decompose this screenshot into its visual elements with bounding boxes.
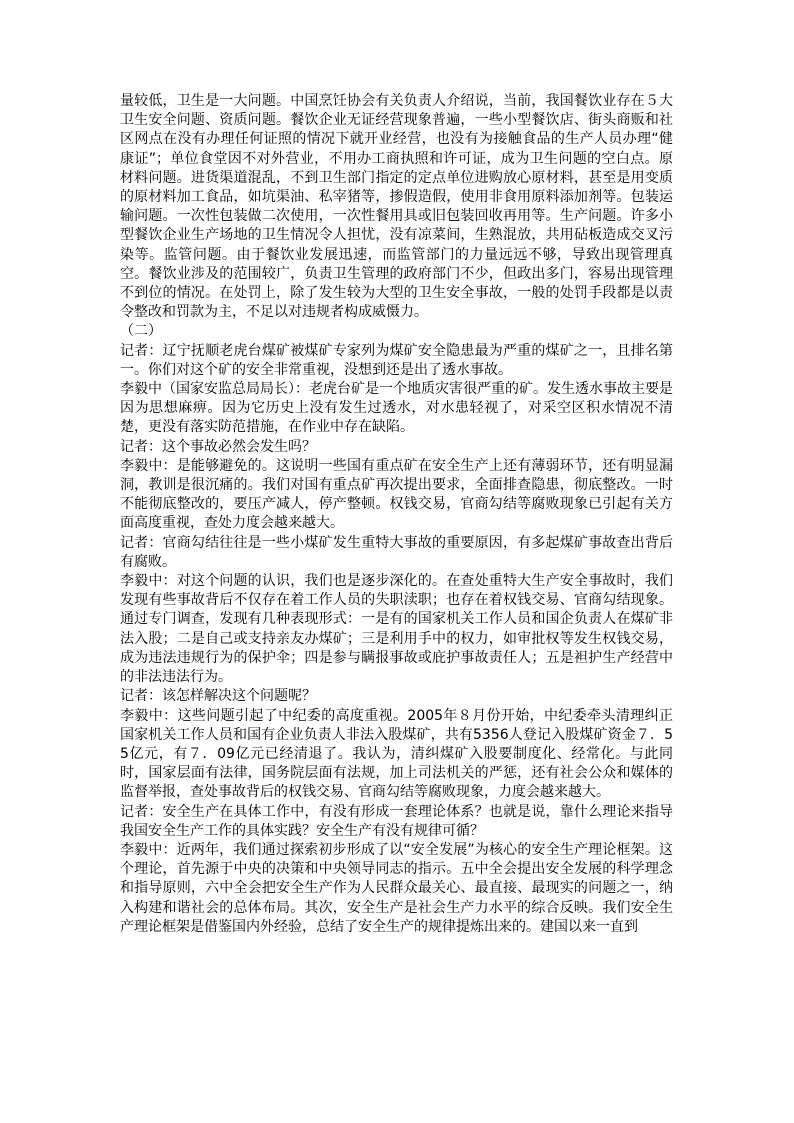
paragraph-reporter-question-3: 记者：官商勾结往往是一些小煤矿发生重特大事故的重要原因，有多起煤矿事故查出背后有腐败。 bbox=[120, 534, 673, 570]
paragraph-answer-4: 李毅中：这些问题引起了中纪委的高度重视。2005年８月份开始，中纪委牵头清理纠正国家机关工作人员和国有企业负责人非法入股煤矿，共有5356人登记入股煤矿资金７．55亿元，有７．09亿元已经清退了。我认为，清纠煤矿入股要制度化、经常化。与此同时，国家层面有法律，国务院层面有法规，加上司法机关的严惩，还有社会公众和媒体的监督举报，查处事故背后的权钱交易、官商勾结等腐败现象，力度会越来越大。 bbox=[120, 707, 673, 801]
section-heading: （二） bbox=[120, 323, 162, 340]
paragraph-answer-5: 李毅中：近两年，我们通过探索初步形成了以“安全发展”为核心的安全生产理论框架。这个理论，首先源于中央的决策和中央领导同志的指示。五中全会提出安全发展的科学理念和指导原则，六中全会把安全生产作为人民群众最关心、最直接、最现实的问题之一，纳入构建和谐社会的总体布局。其次，安全生产是社会生产力水平的综合反映。我们安全生产理论框架是借鉴国内外经验，总结了安全生产的规律提炼出来的。建国以来一直到 bbox=[120, 841, 673, 935]
paragraph-reporter-question-1: 记者：辽宁抚顺老虎台煤矿被煤矿专家列为煤矿安全隐患最为严重的煤矿之一，且排名第一。你们对这个矿的安全非常重视，没想到还是出了透水事故。 bbox=[120, 342, 673, 378]
paragraph-food-safety: 量较低，卫生是一大问题。中国烹饪协会有关负责人介绍说，当前，我国餐饮业存在５大卫生安全问题、资质问题。餐饮企业无证经营现象普遍，一些小型餐饮店、街头商贩和社区网点在没有办理任何证照的情况下就开业经营，也没有为接触食品的生产人员办理“健康证”；单位食堂因不对外营业，不用办工商执照和许可证，成为卫生问题的空白点。原材料问题。进货渠道混乱，不到卫生部门指定的定点单位进购放心原材料，甚至是用变质的原材料加工食品，如坑渠油、私宰猪等，掺假造假，使用非食用原料添加剂等。包装运输问题。一次性包装做二次使用，一次性餐用具或旧包装回收再用等。生产问题。许多小型餐饮企业生产场地的卫生情况令人担忧，没有凉菜间，生熟混放，共用砧板造成交叉污染等。监管问题。由于餐饮业发展迅速，而监管部门的力量远远不够，导致出现管理真空。餐饮业涉及的范围较广，负责卫生管理的政府部门不少，但政出多门，容易出现管理不到位的情况。在处罚上，除了发生较为大型的卫生安全事故，一般的处罚手段都是以责令整改和罚款为主，不足以对违规者构成威慑力。 bbox=[120, 93, 673, 321]
document-page bbox=[120, 92, 673, 937]
paragraph-answer-2: 李毅中：是能够避免的。这说明一些国有重点矿在安全生产上还有薄弱环节，还有明显漏洞，教训是很沉痛的。我们对国有重点矿再次提出要求，全面排查隐患，彻底整改。一时不能彻底整改的，要压产减人，停产整顿。权钱交易，官商勾结等腐败现象已引起有关方面高度重视，查处力度会越来越大。 bbox=[120, 457, 673, 532]
paragraph-reporter-question-4: 记者：该怎样解决这个问题呢？ bbox=[120, 688, 316, 705]
paragraph-answer-3: 李毅中：对这个问题的认识，我们也是逐步深化的。在查处重特大生产安全事故时，我们发现有些事故背后不仅存在着工作人员的失职渎职；也存在着权钱交易、官商勾结现象。通过专门调查，发现有几种表现形式：一是有的国家机关工作人员和国企负责人在煤矿非法入股；二是自己或支持亲友办煤矿；三是利用手中的权力，如审批权等发生权钱交易，成为违法违规行为的保护伞；四是参与瞒报事故或庇护事故责任人；五是袒护生产经营中的非法违法行为。 bbox=[120, 573, 673, 686]
paragraph-reporter-question-5: 记者：安全生产在具体工作中，有没有形成一套理论体系？也就是说，靠什么理论来指导我国安全生产工作的具体实践？安全生产有没有规律可循？ bbox=[120, 803, 673, 839]
paragraph-answer-1: 李毅中（国家安监总局局长）：老虎台矿是一个地质灾害很严重的矿。发生透水事故主要是因为思想麻痹。因为它历史上没有发生过透水，对水患轻视了，对采空区积水情况不清楚，更没有落实防范措施，在作业中存在缺陷。 bbox=[120, 381, 673, 436]
paragraph-reporter-question-2: 记者：这个事故必然会发生吗？ bbox=[120, 438, 316, 455]
